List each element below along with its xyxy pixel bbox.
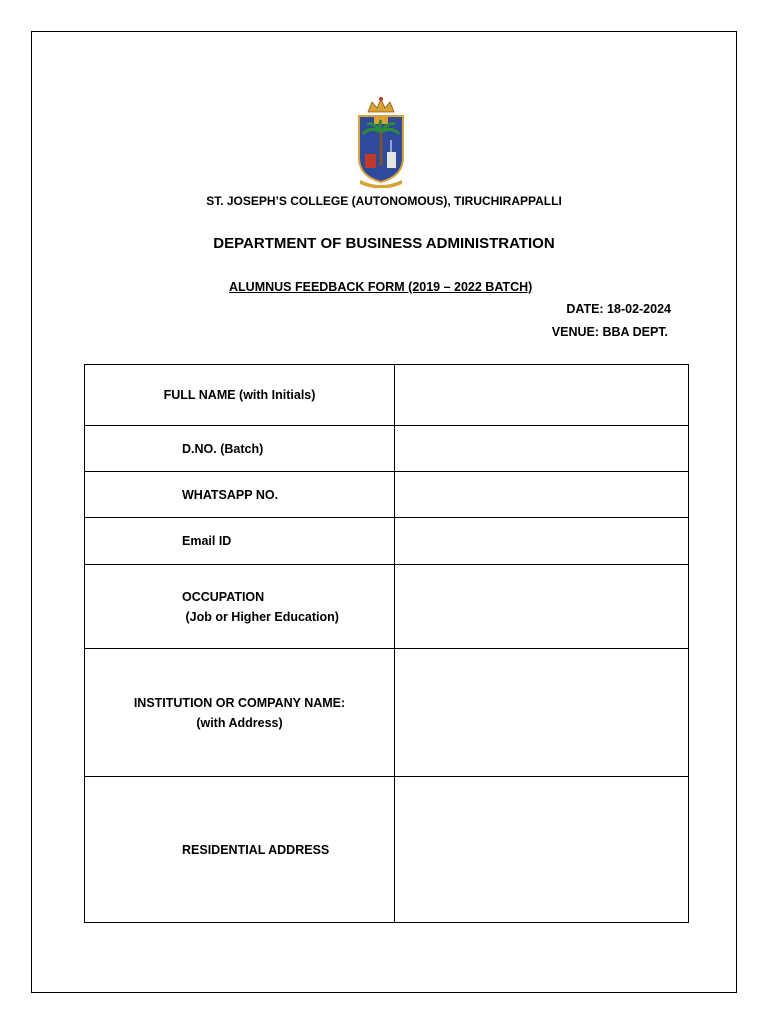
college-crest-icon (354, 96, 408, 188)
occupation-field[interactable] (395, 565, 689, 649)
form-venue: VENUE: BBA DEPT. (551, 325, 668, 339)
occupation-label: OCCUPATION (182, 589, 265, 604)
table-row (85, 565, 689, 649)
institution-field[interactable] (395, 649, 689, 777)
table-row (85, 777, 689, 923)
whatsapp-field[interactable] (395, 472, 689, 518)
dno-batch-label: D.NO. (Batch) (182, 441, 264, 456)
table-row (85, 426, 689, 472)
form-title: ALUMNUS FEEDBACK FORM (2019 – 2022 BATCH) (229, 280, 533, 294)
full-name-field[interactable] (395, 365, 689, 426)
table-row (85, 518, 689, 565)
field-label-cell (85, 518, 395, 565)
college-name: ST. JOSEPH’S COLLEGE (AUTONOMOUS), TIRUCHIRAPPALLI (206, 194, 562, 208)
institution-sublabel: (with Address) (196, 715, 283, 730)
full-name-label: FULL NAME (with Initials) (163, 388, 316, 402)
email-field[interactable] (395, 518, 689, 565)
field-label-cell (85, 472, 395, 518)
field-label-cell (85, 649, 395, 777)
whatsapp-label: WHATSAPP NO. (182, 487, 279, 502)
table-row (85, 649, 689, 777)
table-row (85, 472, 689, 518)
form-date: DATE: 18-02-2024 (566, 302, 671, 316)
field-label-cell (85, 777, 395, 923)
dno-batch-field[interactable] (395, 426, 689, 472)
occupation-sublabel: (Job or Higher Education) (182, 609, 339, 624)
email-label: Email ID (182, 534, 232, 548)
residential-address-field[interactable] (395, 777, 689, 923)
department-title: DEPARTMENT OF BUSINESS ADMINISTRATION (213, 235, 555, 252)
alumni-details-table (84, 364, 689, 923)
field-label-cell (85, 365, 395, 426)
field-label-cell (85, 565, 395, 649)
residential-address-label: RESIDENTIAL ADDRESS (182, 842, 330, 857)
institution-label: INSTITUTION OR COMPANY NAME: (133, 695, 346, 710)
table-row (85, 365, 689, 426)
field-label-cell (85, 426, 395, 472)
